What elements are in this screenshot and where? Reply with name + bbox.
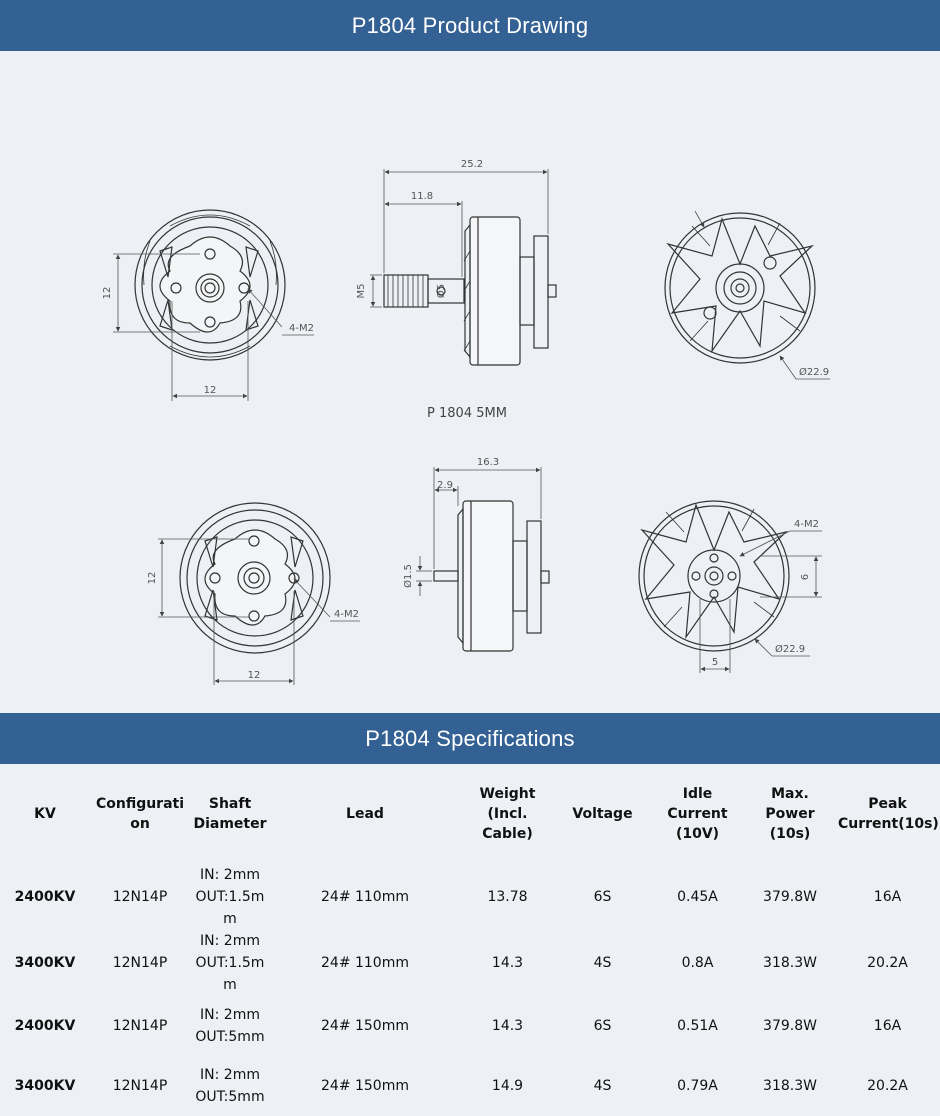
bm-total-dim: 16.3 (476, 457, 500, 468)
cell-idle: 0.8A (681, 955, 714, 971)
drawing-title: P1804 Product Drawing (351, 12, 589, 38)
header-kv: KV (34, 806, 56, 822)
tm-shaft-dim: 11.8 (410, 191, 434, 202)
top-right-bell-view (665, 213, 815, 363)
header-lead: Lead (346, 806, 384, 822)
tl-width-dim: 12 (203, 385, 217, 396)
spec-title: P1804 Specifications (365, 725, 575, 751)
cell-kv: 3400KV (14, 955, 76, 971)
header-voltage: Voltage (572, 806, 633, 822)
drawing-title-banner (0, 0, 940, 51)
bm-shaft-dim: 2.9 (437, 480, 453, 491)
tl-holes-dim: 4-M2 (289, 323, 314, 334)
br-dia-dim: Ø22.9 (775, 644, 806, 655)
cell-config: 12N14P (112, 1018, 168, 1034)
spec-table (0, 764, 940, 1116)
header-configuration: Configurati on (95, 796, 185, 832)
cell-weight: 14.9 (491, 1078, 524, 1094)
drawing-caption: P 1804 5MM (427, 406, 507, 421)
bl-holes-dim: 4-M2 (334, 609, 359, 620)
cell-voltage: 4S (593, 1078, 612, 1094)
cell-voltage: 6S (593, 889, 612, 905)
spec-header-row (0, 764, 940, 864)
cell-idle: 0.79A (677, 1078, 718, 1094)
tm-shaft-dia-dim: Ø5 (436, 283, 447, 299)
cell-lead: 24# 150mm (321, 1018, 409, 1034)
header-idle-current: Idle Current (10V) (667, 786, 728, 842)
cell-config: 12N14P (112, 1078, 168, 1094)
table-row (0, 864, 940, 930)
table-row (0, 996, 940, 1056)
bottom-left-mount-view (180, 503, 330, 653)
cell-power: 379.8W (763, 889, 817, 905)
cell-shaft: IN: 2mm OUT:5mm (195, 1067, 265, 1105)
table-row (0, 930, 940, 996)
cell-idle: 0.45A (677, 889, 718, 905)
cell-config: 12N14P (112, 955, 168, 971)
tm-total-dim: 25.2 (460, 159, 484, 170)
spec-title-banner (0, 713, 940, 764)
tm-thread-dim: M5 (356, 283, 367, 299)
header-shaft-diameter: Shaft Diameter (193, 796, 267, 832)
br-height-dim: 6 (800, 573, 811, 581)
cell-power: 318.3W (763, 1078, 817, 1094)
cell-lead: 24# 150mm (321, 1078, 409, 1094)
header-peak-current: Peak Current(10s) (838, 796, 939, 832)
bottom-right-bell-view (639, 501, 789, 651)
cell-shaft: IN: 2mm OUT:1.5m m (195, 933, 265, 993)
bm-shaft-dia-dim: Ø1.5 (403, 564, 414, 588)
cell-idle: 0.51A (677, 1018, 718, 1034)
cell-config: 12N14P (112, 889, 168, 905)
cell-kv: 2400KV (14, 1018, 76, 1034)
cell-lead: 24# 110mm (321, 955, 409, 971)
cell-peak: 16A (873, 889, 902, 905)
bottom-mid-side-view (434, 501, 549, 651)
top-mid-side-view (384, 217, 556, 365)
cell-power: 318.3W (763, 955, 817, 971)
cell-shaft: IN: 2mm OUT:5mm (195, 1007, 265, 1045)
top-left-mount-view (135, 210, 285, 360)
product-drawing (0, 51, 940, 713)
tr-dia-dim: Ø22.9 (799, 367, 830, 378)
cell-weight: 14.3 (491, 1018, 524, 1034)
cell-weight: 13.78 (487, 889, 528, 905)
cell-lead: 24# 110mm (321, 889, 409, 905)
cell-peak: 20.2A (867, 955, 908, 971)
tl-height-dim: 12 (102, 286, 113, 300)
header-weight: Weight (Incl. Cable) (479, 786, 536, 842)
table-row (0, 1056, 940, 1116)
cell-shaft: IN: 2mm OUT:1.5m m (195, 867, 265, 927)
cell-peak: 20.2A (867, 1078, 908, 1094)
drawing-svg (0, 51, 940, 713)
cell-kv: 2400KV (14, 889, 76, 905)
br-width-dim: 5 (711, 657, 719, 668)
cell-kv: 3400KV (14, 1078, 76, 1094)
cell-voltage: 6S (593, 1018, 612, 1034)
header-max-power: Max. Power (10s) (765, 786, 815, 842)
cell-weight: 14.3 (491, 955, 524, 971)
cell-peak: 16A (873, 1018, 902, 1034)
cell-voltage: 4S (593, 955, 612, 971)
cell-power: 379.8W (763, 1018, 817, 1034)
br-holes-dim: 4-M2 (794, 519, 819, 530)
bl-width-dim: 12 (247, 670, 261, 681)
bl-height-dim: 12 (147, 571, 158, 585)
